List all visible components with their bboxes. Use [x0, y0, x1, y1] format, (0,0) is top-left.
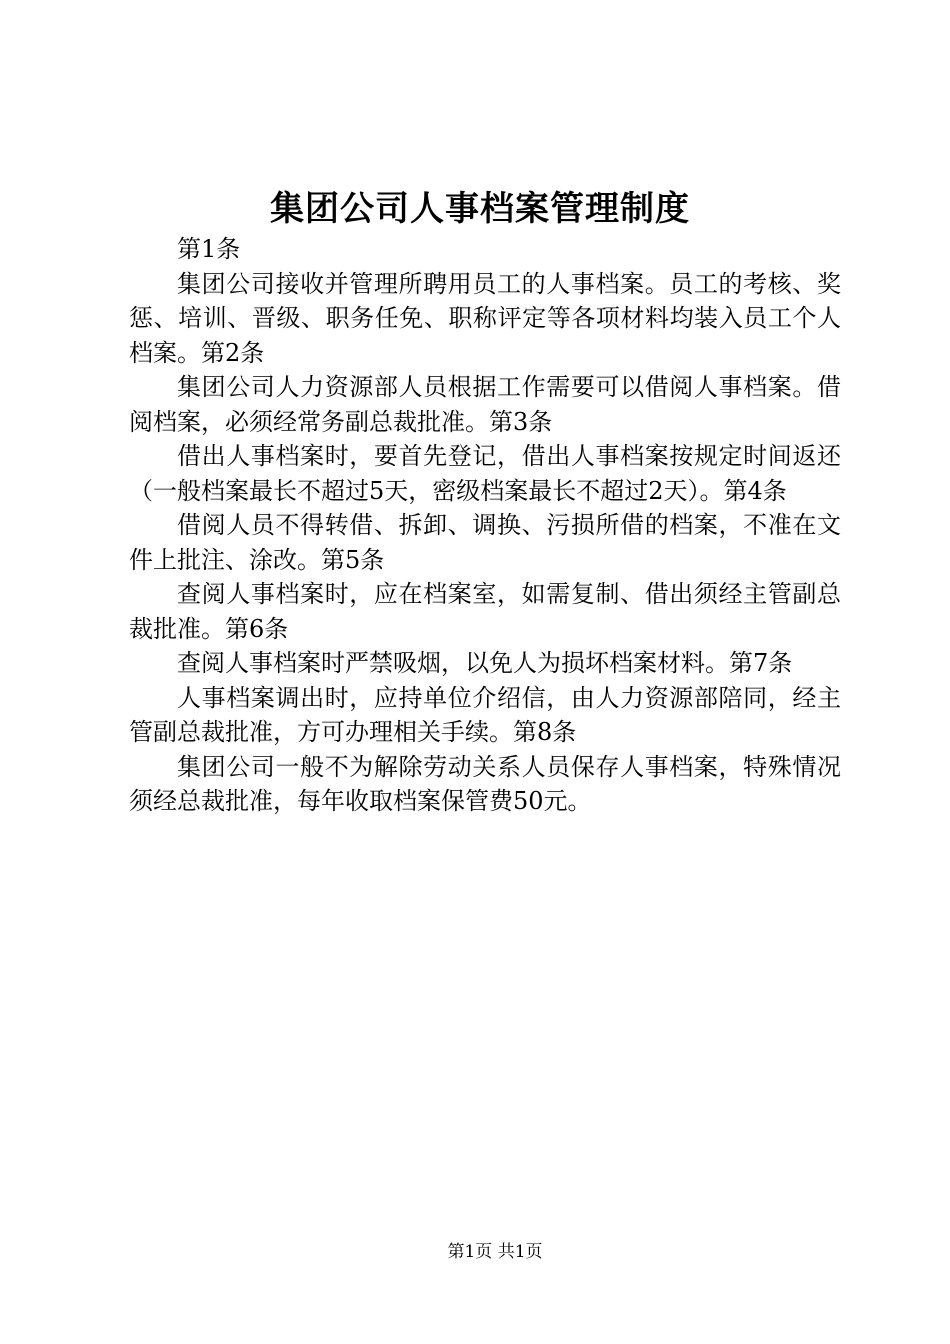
- paragraph: 借阅人员不得转借、拆卸、调换、污损所借的档案，不准在文件上批注、涂改。第5条: [129, 511, 841, 574]
- document-body: [129, 232, 841, 819]
- paragraph: 集团公司一般不为解除劳动关系人员保存人事档案，特殊情况须经总裁批准，每年收取档案保管费50元。: [129, 752, 841, 815]
- paragraph: 借出人事档案时，要首先登记，借出人事档案按规定时间返还（一般档案最长不超过5天，密级档案最长不超过2天）。第4条: [129, 442, 841, 505]
- paragraph: 第1条: [177, 235, 241, 263]
- paragraph: 查阅人事档案时严禁吸烟，以免人为损坏档案材料。第7条: [177, 649, 793, 677]
- paragraph: 集团公司人力资源部人员根据工作需要可以借阅人事档案。借阅档案，必须经常务副总裁批准。第3条: [129, 373, 841, 436]
- paragraph: 人事档案调出时，应持单位介绍信，由人力资源部陪同，经主管副总裁批准，方可办理相关手续。第8条: [129, 683, 841, 746]
- paragraph: 查阅人事档案时，应在档案室，如需复制、借出须经主管副总裁批准。第6条: [129, 580, 841, 643]
- page-footer: 第1页 共1页: [447, 1242, 543, 1262]
- document-title: 集团公司人事档案管理制度: [270, 189, 690, 229]
- paragraph: 集团公司接收并管理所聘用员工的人事档案。员工的考核、奖惩、培训、晋级、职务任免、职称评定等各项材料均装入员工个人档案。第2条: [129, 269, 841, 367]
